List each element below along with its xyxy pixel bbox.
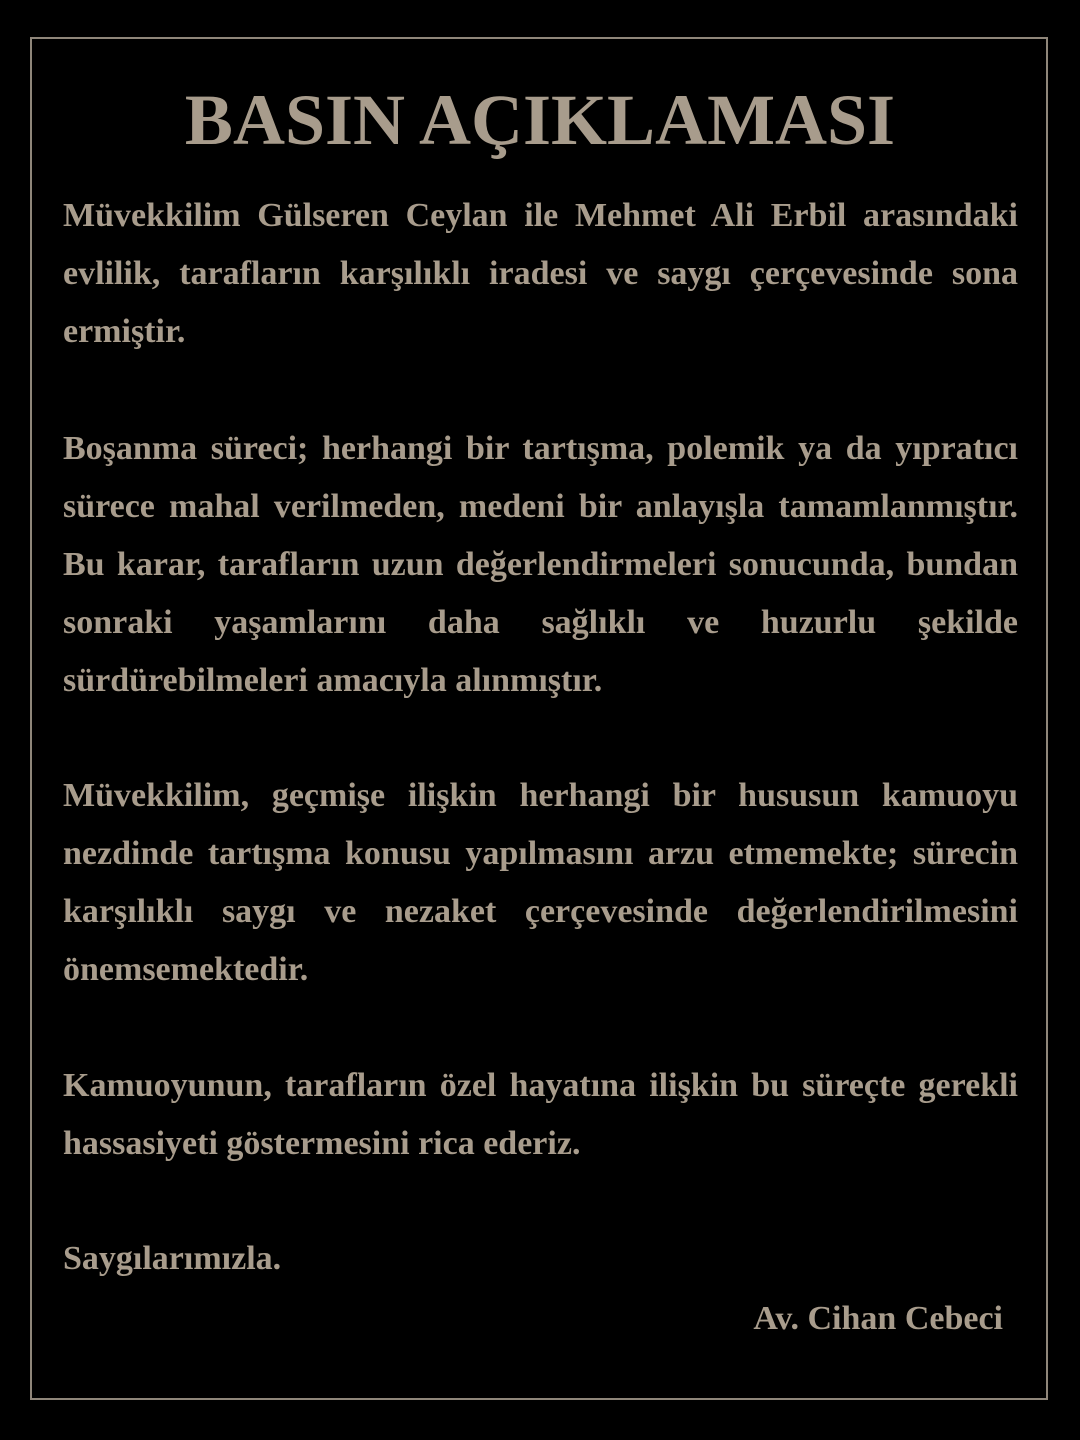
signature: Av. Cihan Cebeci [753,1300,1003,1337]
paragraph-3: Müvekkilim, geçmişe ilişkin herhangi bir hususun kamuoyu nezdinde tartışma konusu yapılmasını arzu etmemekte; sürecin karşılıklı saygı ve nezaket çerçevesinde değerlendirilmesini önemsemektedir. [63,777,1018,988]
document-title: BASIN AÇIKLAMASI [184,80,896,160]
closing-line: Saygılarımızla. [63,1240,282,1277]
paragraph-4: Kamuoyunun, tarafların özel hayatına ilişkin bu süreçte gerekli hassasiyeti göstermesini rica ederiz. [63,1067,1018,1162]
paragraph-1: Müvekkilim Gülseren Ceylan ile Mehmet Ali Erbil arasındaki evlilik, tarafların karşılıklı iradesi ve saygı çerçevesinde sona ermiştir. [63,197,1018,350]
paragraph-2: Boşanma süreci; herhangi bir tartışma, polemik ya da yıpratıcı sürece mahal verilmeden, medeni bir anlayışla tamamlanmıştır. Bu karar, tarafların uzun değerlendirmeleri sonucunda, bundan sonraki yaşamlarını daha sağlıklı ve huzurlu şekilde sürdürebilmeleri amacıyla alınmıştır. [63,430,1018,699]
